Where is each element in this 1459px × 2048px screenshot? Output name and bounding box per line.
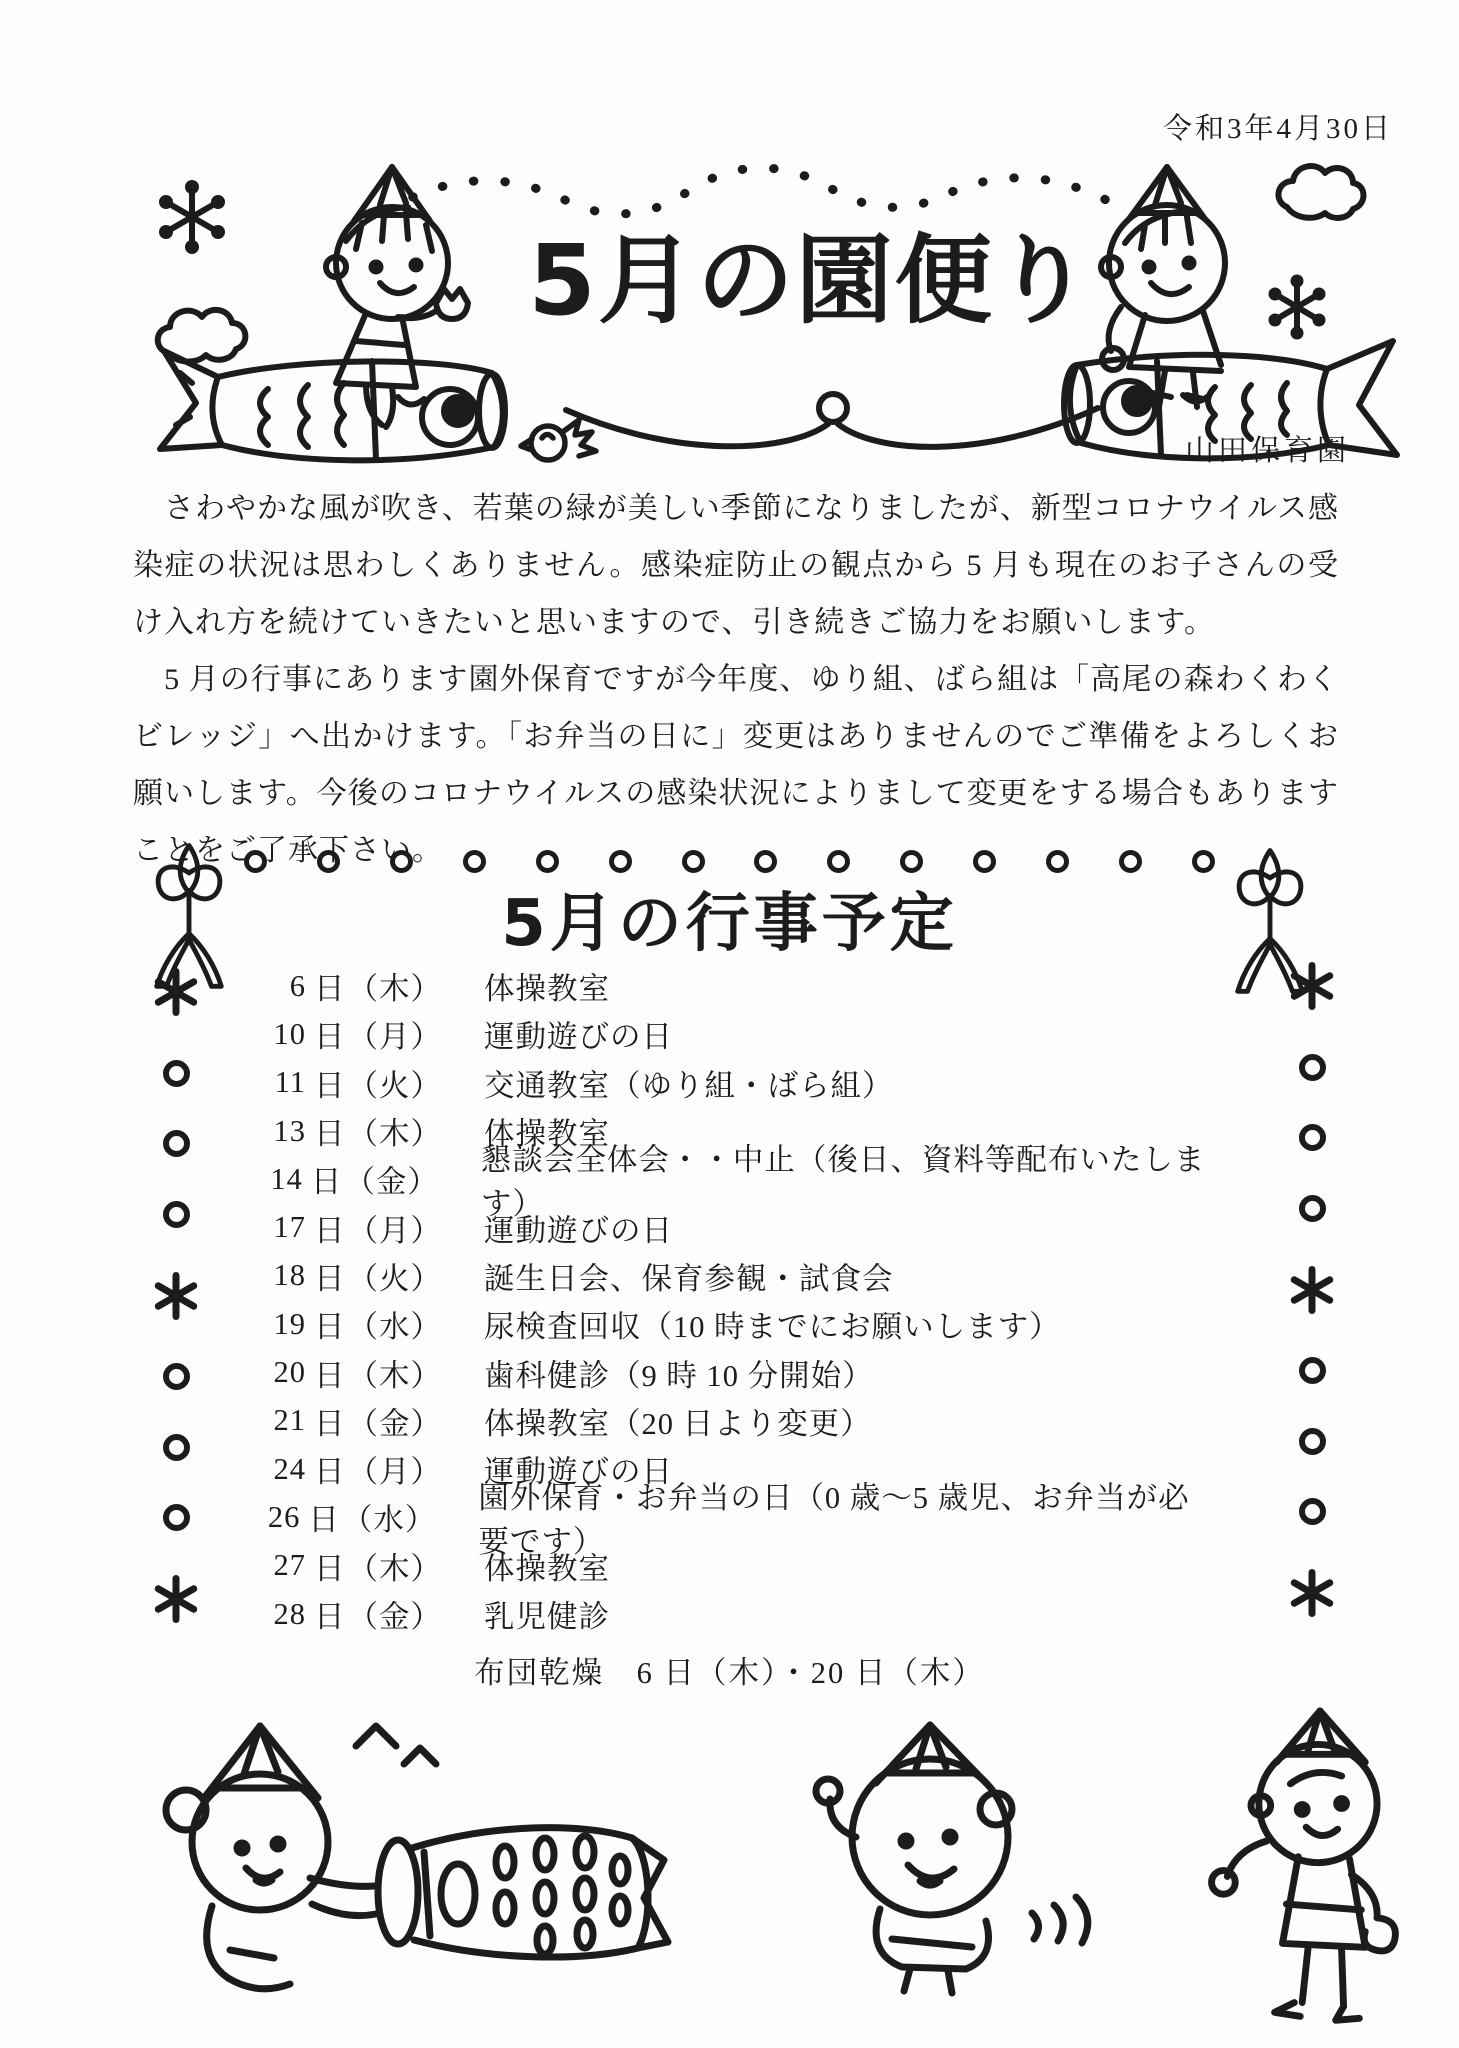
circle-icon [163, 1130, 190, 1157]
event-day: 26 [267, 1499, 301, 1534]
school-name: 山田保育園 [1185, 435, 1351, 467]
dot-icon [536, 850, 559, 873]
child-hugging-koinobori-illustration [160, 1702, 685, 2012]
event-day: 21 [273, 1403, 306, 1438]
event-description: 体操教室（20 日より変更） [484, 1406, 872, 1441]
event-day: 13 [273, 1113, 306, 1148]
dot-icon [1192, 850, 1215, 873]
futon-drying-note: 布団乾燥 6 日（木）・20 日（木） [474, 1656, 985, 1690]
boy-on-koinobori-illustration [1025, 155, 1440, 470]
dot-icon [1119, 850, 1142, 873]
event-description: 乳児健診 [484, 1600, 610, 1634]
event-day: 27 [273, 1548, 306, 1583]
asterisk-icon [1288, 1266, 1336, 1314]
event-day-unit: 日 [314, 972, 346, 1007]
event-weekday: （金） [347, 1600, 442, 1634]
event-weekday: （木） [347, 1551, 442, 1586]
circle-icon [1299, 1357, 1326, 1384]
event-description: 歯科健診（9 時 10 分開始） [484, 1358, 874, 1393]
event-description: 懇談会全体会・・中止（後日、資料等配布いたします） [480, 1143, 1206, 1222]
crawling-child-illustration [780, 1717, 1110, 2002]
event-day: 19 [273, 1306, 306, 1341]
left-margin-decoration [146, 968, 206, 1623]
dot-icon [900, 850, 923, 873]
event-description: 尿検査回収（10 時までにお願いします） [484, 1310, 1061, 1345]
event-description: 運動遊びの日 [484, 1213, 673, 1248]
schedule-title: 5月の行事予定 [501, 887, 958, 961]
circle-icon [163, 1504, 190, 1531]
asterisk-star-icon [162, 183, 222, 251]
event-description: 交通教室（ゆり組・ばら組） [484, 1068, 894, 1103]
event-day-unit: 日 [314, 1213, 346, 1248]
event-description: 体操教室 [484, 1551, 610, 1586]
schedule-event-row [258, 1143, 1218, 1222]
dot-icon [973, 850, 996, 873]
dot-icon [827, 850, 850, 873]
event-weekday: （火） [347, 1261, 442, 1296]
event-day: 6 [289, 968, 306, 1003]
intro-paragraph: 5 月の行事にあります園外保育ですが今年度、ゆり組、ばら組は「高尾の森わくわくビレッジ」へ出かけます。「お弁当の日に」変更はありませんのでご準備をよろしくお願いします。今後のコロナウイルスの感染状況によりまして変更をする場合もありますことをご了承下さい。 [133, 663, 1339, 867]
dot-icon [754, 850, 777, 873]
circle-icon [1299, 1498, 1326, 1525]
event-day: 10 [273, 1016, 306, 1051]
schedule-event-row [258, 1010, 1218, 1058]
event-day-unit: 日 [314, 1551, 346, 1586]
event-weekday: （水） [341, 1503, 437, 1538]
loop-line-decoration [560, 382, 1105, 472]
schedule-event-row [258, 962, 1218, 1010]
event-weekday: （木） [347, 1117, 442, 1152]
newsletter-title: 5月の園便り [528, 224, 1093, 337]
schedule-event-row [258, 1059, 1218, 1107]
event-day-unit: 日 [314, 1117, 346, 1152]
event-day-unit: 日 [314, 1600, 346, 1634]
circle-icon [163, 1060, 190, 1087]
dot-icon [463, 850, 486, 873]
circle-icon [163, 1201, 190, 1228]
event-description: 運動遊びの日 [484, 1020, 673, 1055]
circle-icon [163, 1434, 190, 1461]
event-weekday: （水） [347, 1310, 442, 1345]
event-description: 体操教室 [484, 972, 610, 1007]
schedule-event-row [258, 1300, 1218, 1348]
circle-icon [1299, 1428, 1326, 1455]
intro-paragraph: さわやかな風が吹き、若葉の緑が美しい季節になりましたが、新型コロナウイルス感染症の状況は思わしくありません。感染症防止の観点から 5 月も現在のお子さんの受け入れ方を続けていきたいと思いますので、引き続きご協力をお願いします。 [133, 492, 1339, 639]
dot-icon [682, 850, 705, 873]
event-weekday: （月） [347, 1020, 442, 1055]
asterisk-star-icon [1272, 278, 1323, 337]
circle-icon [1299, 1124, 1326, 1151]
schedule-event-row [258, 1481, 1218, 1560]
dot-icon [609, 850, 632, 873]
event-weekday: （火） [347, 1068, 442, 1103]
event-weekday: （金） [344, 1165, 439, 1200]
asterisk-icon [1288, 962, 1336, 1010]
footer-illustration [150, 1702, 1410, 2042]
event-day-unit: 日 [314, 1406, 346, 1441]
event-day-unit: 日 [314, 1261, 346, 1296]
dot-icon [390, 850, 413, 873]
schedule-list [258, 962, 1218, 1638]
event-day-unit: 日 [314, 1068, 346, 1103]
schedule-event-row [258, 1397, 1218, 1445]
event-day: 14 [270, 1161, 303, 1196]
right-margin-decoration [1282, 962, 1342, 1617]
asterisk-icon [152, 1272, 200, 1320]
dot-icon [244, 850, 267, 873]
asterisk-icon [152, 1575, 200, 1623]
dot-icon [1046, 850, 1069, 873]
event-description: 体操教室 [484, 1117, 610, 1152]
event-day-unit: 日 [314, 1455, 346, 1490]
event-weekday: （木） [347, 972, 442, 1007]
event-description: 誕生日会、保育参観・試食会 [484, 1261, 894, 1296]
event-day-unit: 日 [314, 1358, 346, 1393]
event-description: 園外保育・お弁当の日（0 歳～5 歳児、お弁当が必要です） [478, 1481, 1190, 1560]
event-day-unit: 日 [314, 1310, 346, 1345]
event-weekday: （金） [347, 1406, 442, 1441]
schedule-event-row [258, 1348, 1218, 1396]
event-day: 28 [273, 1596, 306, 1631]
circle-icon [1299, 1195, 1326, 1222]
schedule-event-row [258, 1590, 1218, 1638]
intro-text [133, 480, 1339, 879]
event-weekday: （月） [347, 1455, 442, 1490]
event-day: 24 [273, 1451, 306, 1486]
circle-icon [1299, 1054, 1326, 1081]
dots-row [244, 850, 1215, 873]
event-day: 20 [273, 1355, 306, 1390]
event-day: 11 [274, 1065, 306, 1100]
event-description: 運動遊びの日 [484, 1455, 673, 1490]
event-weekday: （木） [347, 1358, 442, 1393]
event-weekday: （月） [347, 1213, 442, 1248]
cloud-icon [1278, 166, 1363, 218]
event-day: 18 [273, 1258, 306, 1293]
event-day-unit: 日 [310, 1165, 343, 1200]
asterisk-icon [1288, 1569, 1336, 1617]
schedule-event-row [258, 1252, 1218, 1300]
dot-icon [317, 850, 340, 873]
event-day-unit: 日 [308, 1503, 340, 1538]
circle-icon [163, 1363, 190, 1390]
asterisk-icon [152, 968, 200, 1016]
event-day: 17 [273, 1210, 306, 1245]
event-day-unit: 日 [314, 1020, 346, 1055]
issue-date: 令和3年4月30日 [1162, 113, 1393, 145]
standing-child-illustration [1190, 1707, 1440, 2037]
